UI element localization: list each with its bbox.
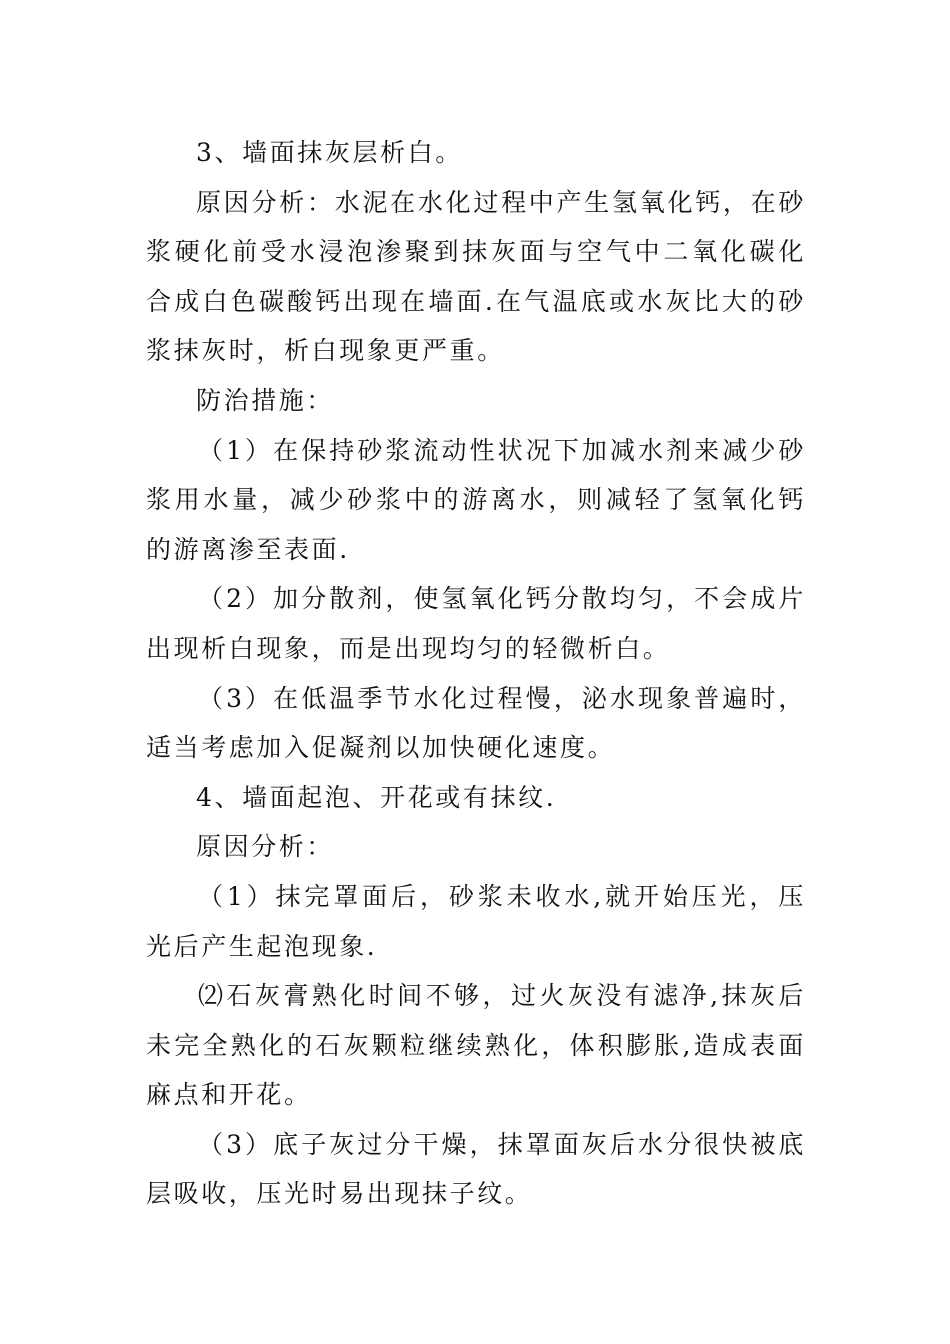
prevention-item-1: （1）在保持砂浆流动性状况下加减水剂来减少砂浆用水量，减少砂浆中的游离水，则减轻了氢氧化钙的游离渗至表面. xyxy=(146,435,806,564)
cause-item-2: ⑵石灰膏熟化时间不够，过火灰没有滤净,抹灰后未完全熟化的石灰颗粒继续熟化，体积膨胀,造成表面麻点和开花。 xyxy=(146,981,806,1110)
prevention-item-3: （3）在低温季节水化过程慢，泌水现象普遍时，适当考虑加入促凝剂以加快硬化速度。 xyxy=(146,683,806,763)
document-body xyxy=(146,128,806,1219)
cause-item-3: （3）底子灰过分干燥，抹罩面灰后水分很快被底层吸收，压光时易出现抹子纹。 xyxy=(146,1129,806,1209)
cause-analysis-heading: 原因分析： xyxy=(196,832,335,862)
cause-analysis-paragraph: 原因分析：水泥在水化过程中产生氢氧化钙，在砂浆硬化前受水浸泡渗聚到抹灰面与空气中二氧化碳化合成白色碳酸钙出现在墙面.在气温底或水灰比大的砂浆抹灰时，析白现象更严重。 xyxy=(146,187,806,366)
section-heading-3: 3、墙面抹灰层析白。 xyxy=(196,138,463,167)
cause-item-1: （1）抹完罩面后，砂浆未收水,就开始压光，压光后产生起泡现象. xyxy=(146,881,806,961)
prevention-measures-heading: 防治措施： xyxy=(196,385,335,415)
section-heading-4: 4、墙面起泡、开花或有抹纹. xyxy=(196,782,557,812)
prevention-item-2: （2）加分散剂，使氢氧化钙分散均匀，不会成片出现析白现象，而是出现均匀的轻微析白。 xyxy=(146,584,806,663)
